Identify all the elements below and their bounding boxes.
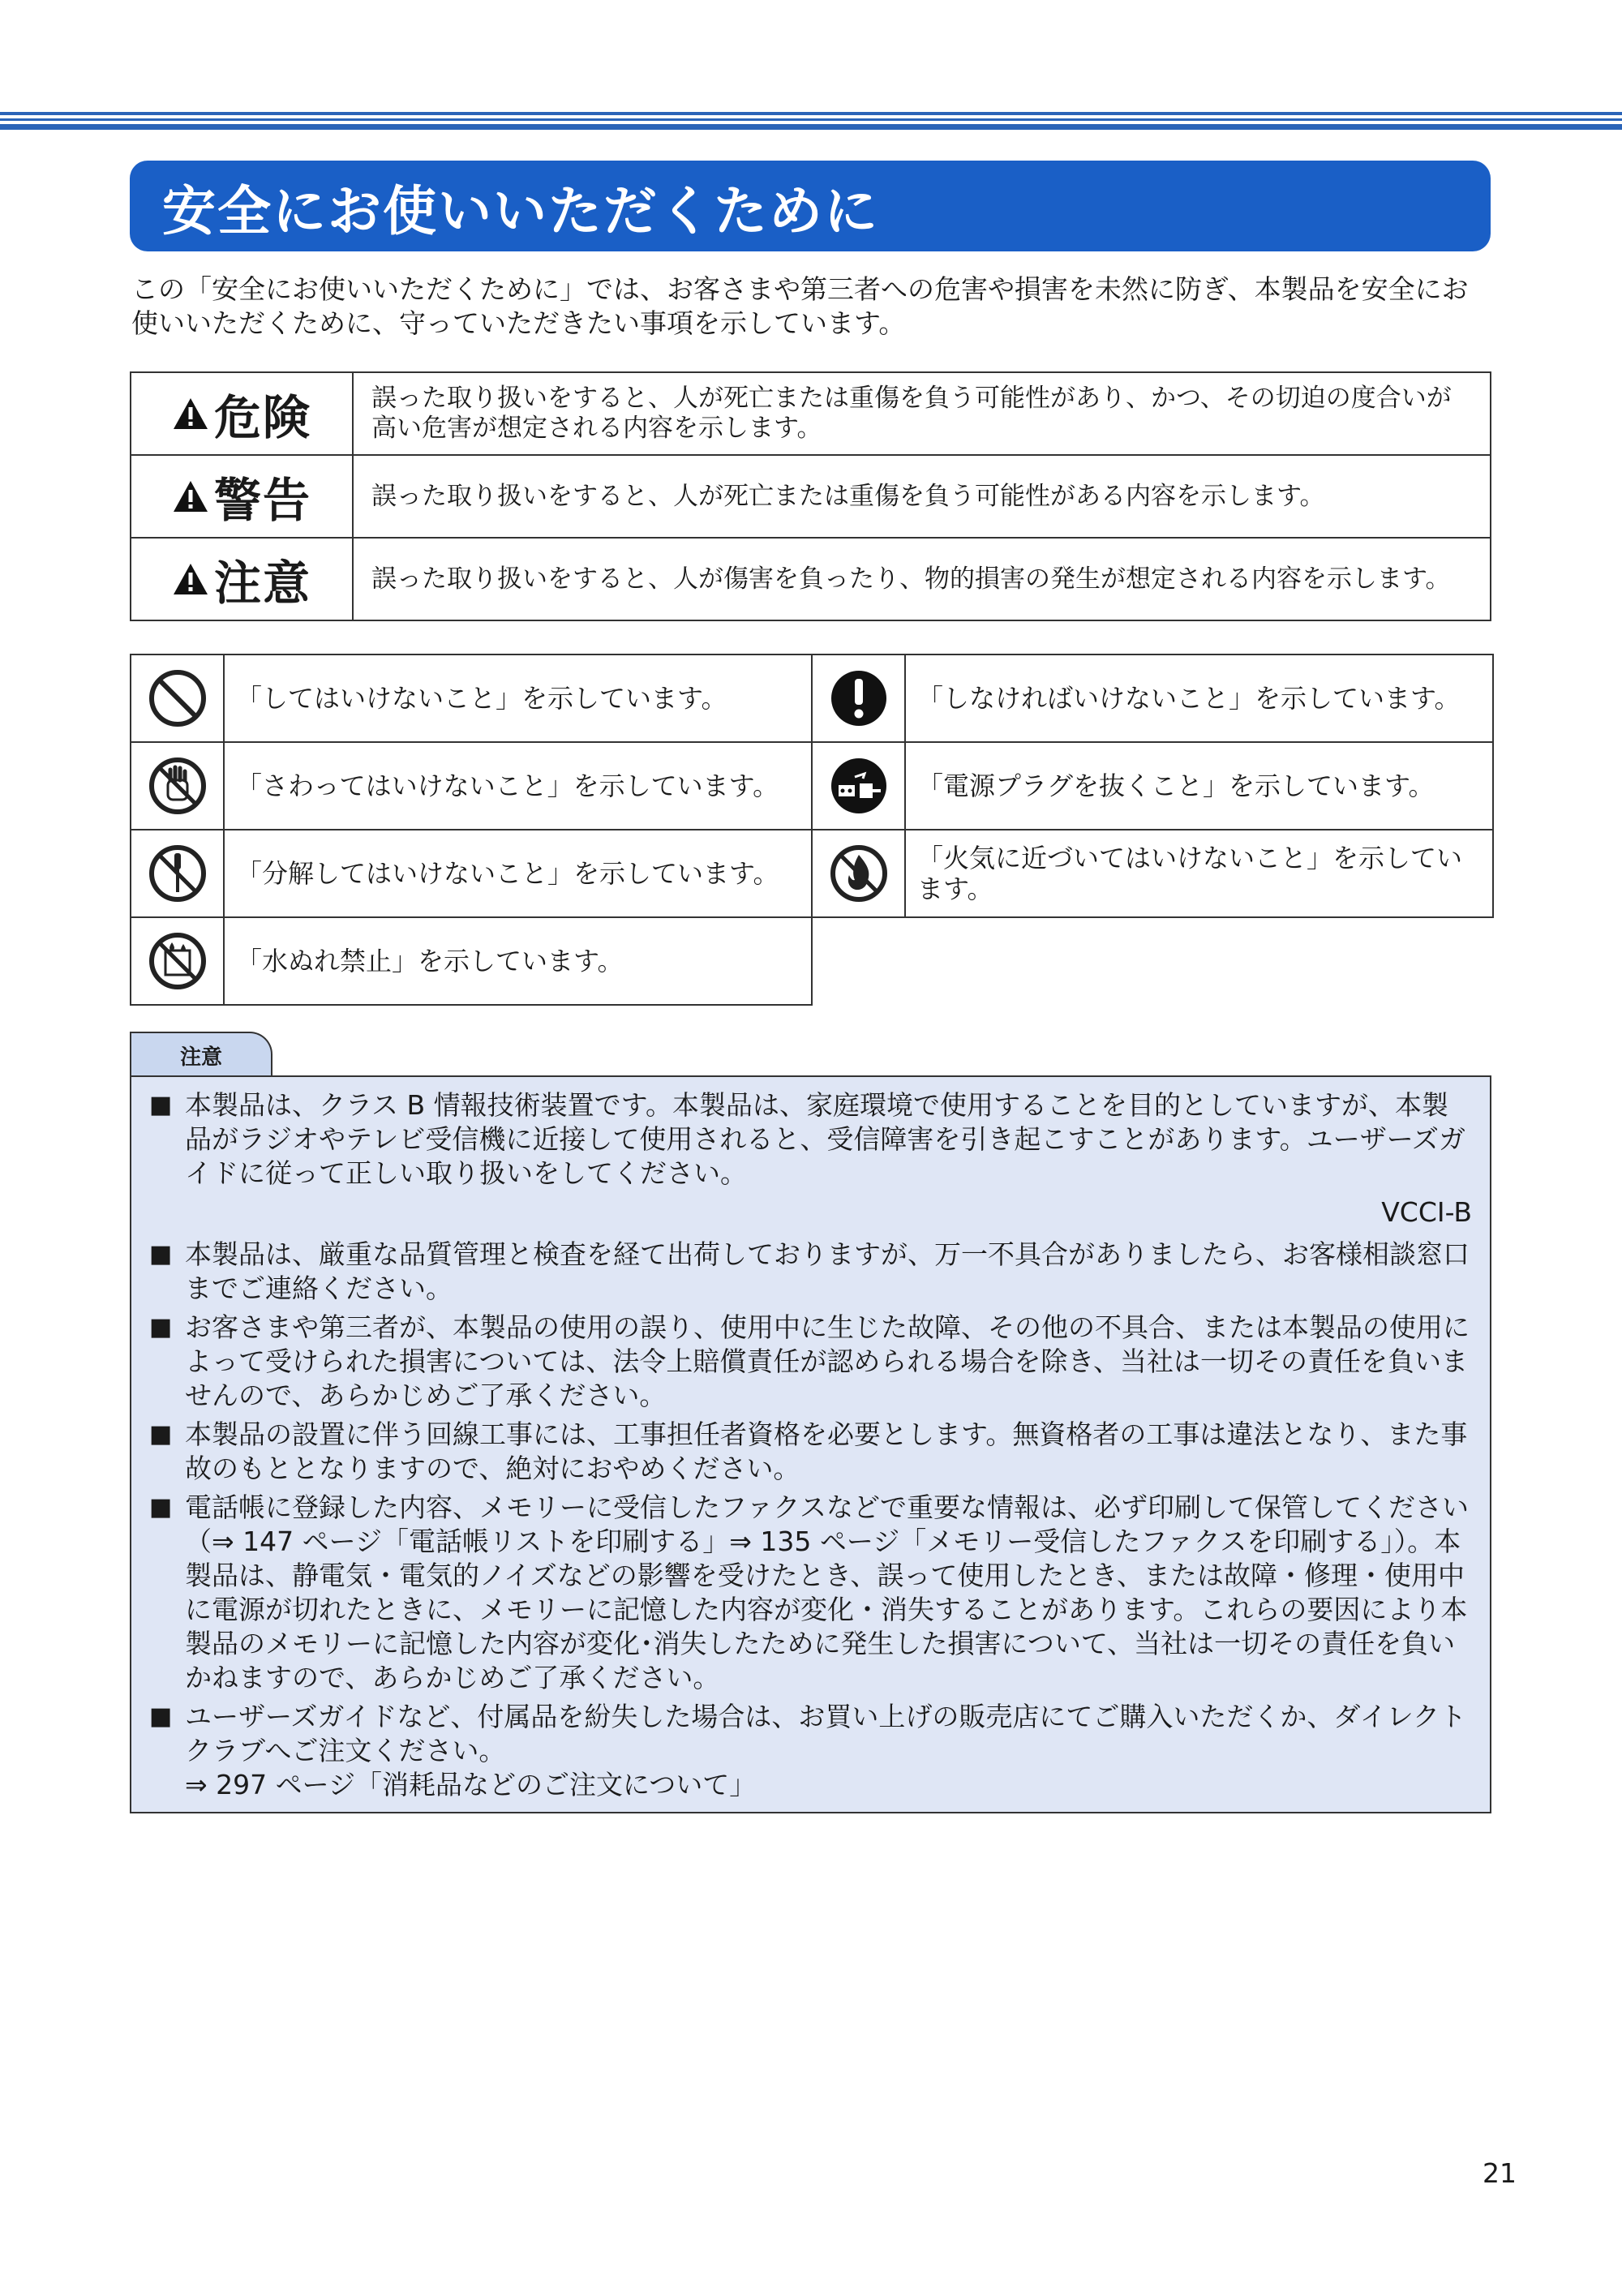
- prohibition-icon: [148, 668, 208, 728]
- page-title: 安全にお使いいただくために: [162, 179, 879, 242]
- symbol-text-prohibition: 「してはいけないこと」を示しています。: [224, 654, 812, 742]
- note-item: [149, 1418, 1472, 1486]
- level-row-warning: [131, 455, 1491, 538]
- no-fire-icon: [829, 843, 889, 903]
- mandatory-icon: [829, 668, 889, 728]
- hazard-level-table: [130, 371, 1491, 621]
- square-bullet-icon: ■: [149, 1420, 173, 1448]
- symbol-row: [131, 742, 1493, 830]
- square-bullet-icon: ■: [149, 1702, 173, 1731]
- note-item: [149, 1238, 1472, 1306]
- note-item-text: ユーザーズガイドなど、付属品を紛失した場合は、お買い上げの販売店にてご購入いただくか、ダイレクトクラブへご注文ください。: [185, 1701, 1467, 1766]
- square-bullet-icon: ■: [149, 1313, 173, 1341]
- warning-triangle-icon: [172, 397, 209, 431]
- no-disassembly-icon: [148, 843, 208, 903]
- level-label-caution: 注意: [213, 556, 311, 611]
- order-reference-link[interactable]: ⇒ 297 ページ「消耗品などのご注文について」: [185, 1769, 757, 1800]
- vcci-label: VCCI-B: [1381, 1196, 1472, 1228]
- no-touch-icon: [148, 756, 208, 816]
- symbol-row: [131, 830, 1493, 917]
- unplug-icon: [829, 756, 889, 816]
- level-desc-warning: 誤った取り扱いをすると、人が死亡または重傷を負う可能性がある内容を示します。: [353, 455, 1491, 538]
- top-rule-3: [0, 124, 1622, 130]
- symbol-legend-table: [130, 654, 1494, 1006]
- symbol-row: [131, 654, 1493, 742]
- note-item: [149, 1491, 1472, 1695]
- note-item: [149, 1311, 1472, 1413]
- intro-text: この「安全にお使いいただくために」では、お客さまや第三者への危害や損害を未然に防ぎ、本製品を安全にお使いいただくために、守っていただきたい事項を示しています。: [131, 273, 1469, 339]
- note-item-text: 本製品は、厳重な品質管理と検査を経て出荷しておりますが、万一不具合がありましたら、お客様相談窓口までご連絡ください。: [185, 1238, 1470, 1304]
- note-item-text: 本製品は、クラス B 情報技術装置です。本製品は、家庭環境で使用することを目的としていますが、本製品がラジオやテレビ受信機に近接して使用されると、受信障害を引き起こすことがあります。ユーザーズガイドに従って正しい取り扱いをしてください。: [185, 1089, 1466, 1189]
- note-item-text: 本製品の設置に伴う回線工事には、工事担任者資格を必要とします。無資格者の工事は違法となり、また事故のもととなりますので、絶対におやめください。: [185, 1418, 1468, 1484]
- level-label-danger: 危険: [213, 390, 311, 445]
- level-row-caution: [131, 538, 1491, 620]
- square-bullet-icon: ■: [149, 1493, 173, 1521]
- square-bullet-icon: ■: [149, 1240, 173, 1268]
- symbol-text-mandatory: 「しなければいけないこと」を示しています。: [905, 654, 1493, 742]
- level-label-warning: 警告: [213, 473, 311, 528]
- top-rule-2: [0, 118, 1622, 121]
- symbol-text-no-fire: 「火気に近づいてはいけないこと」を示しています。: [905, 830, 1493, 917]
- note-tab: 注意: [130, 1032, 272, 1077]
- page-number: 21: [1483, 2157, 1517, 2189]
- note-item-text: 電話帳に登録した内容、メモリーに受信したファクスなどで重要な情報は、必ず印刷して保管してください（⇒ 147 ページ「電話帳リストを印刷する」⇒ 135 ページ「メモリー受信したファクスを印刷する」）。本製品は、静電気・電気的ノイズなどの影響を受けたとき、誤って使用したとき、または故障・修理・使用中に電源が切れたときに、メモリーに記憶した内容が変化・消失することがあります。これらの要因により本製品のメモリーに記憶した内容が変化･消失したために発生した損害について、当社は一切その責任を負いかねますので、あらかじめご了承ください。: [185, 1491, 1470, 1693]
- note-item: [149, 1088, 1472, 1191]
- page-title-bar: [130, 161, 1491, 251]
- symbol-text-no-touch: 「さわってはいけないこと」を示しています。: [224, 742, 812, 830]
- note-item: [149, 1700, 1472, 1802]
- symbol-text-no-water: 「水ぬれ禁止」を示しています。: [224, 917, 812, 1005]
- no-water-icon: [148, 931, 208, 991]
- level-row-danger: [131, 372, 1491, 455]
- symbol-row: [131, 917, 1493, 1005]
- warning-triangle-icon: [172, 479, 209, 513]
- note-box: [130, 1075, 1491, 1813]
- level-desc-danger: 誤った取り扱いをすると、人が死亡または重傷を負う可能性があり、かつ、その切迫の度合いが高い危害が想定される内容を示します。: [353, 372, 1491, 455]
- top-rule-1: [0, 112, 1622, 115]
- symbol-text-unplug: 「電源プラグを抜くこと」を示しています。: [905, 742, 1493, 830]
- symbol-text-no-disassembly: 「分解してはいけないこと」を示しています。: [224, 830, 812, 917]
- level-desc-caution: 誤った取り扱いをすると、人が傷害を負ったり、物的損害の発生が想定される内容を示します。: [353, 538, 1491, 620]
- note-item-text: お客さまや第三者が、本製品の使用の誤り、使用中に生じた故障、その他の不具合、または本製品の使用によって受けられた損害については、法令上賠償責任が認められる場合を除き、当社は一切その責任を負いませんので、あらかじめご了承ください。: [185, 1311, 1470, 1411]
- warning-triangle-icon: [172, 562, 209, 596]
- square-bullet-icon: ■: [149, 1091, 173, 1119]
